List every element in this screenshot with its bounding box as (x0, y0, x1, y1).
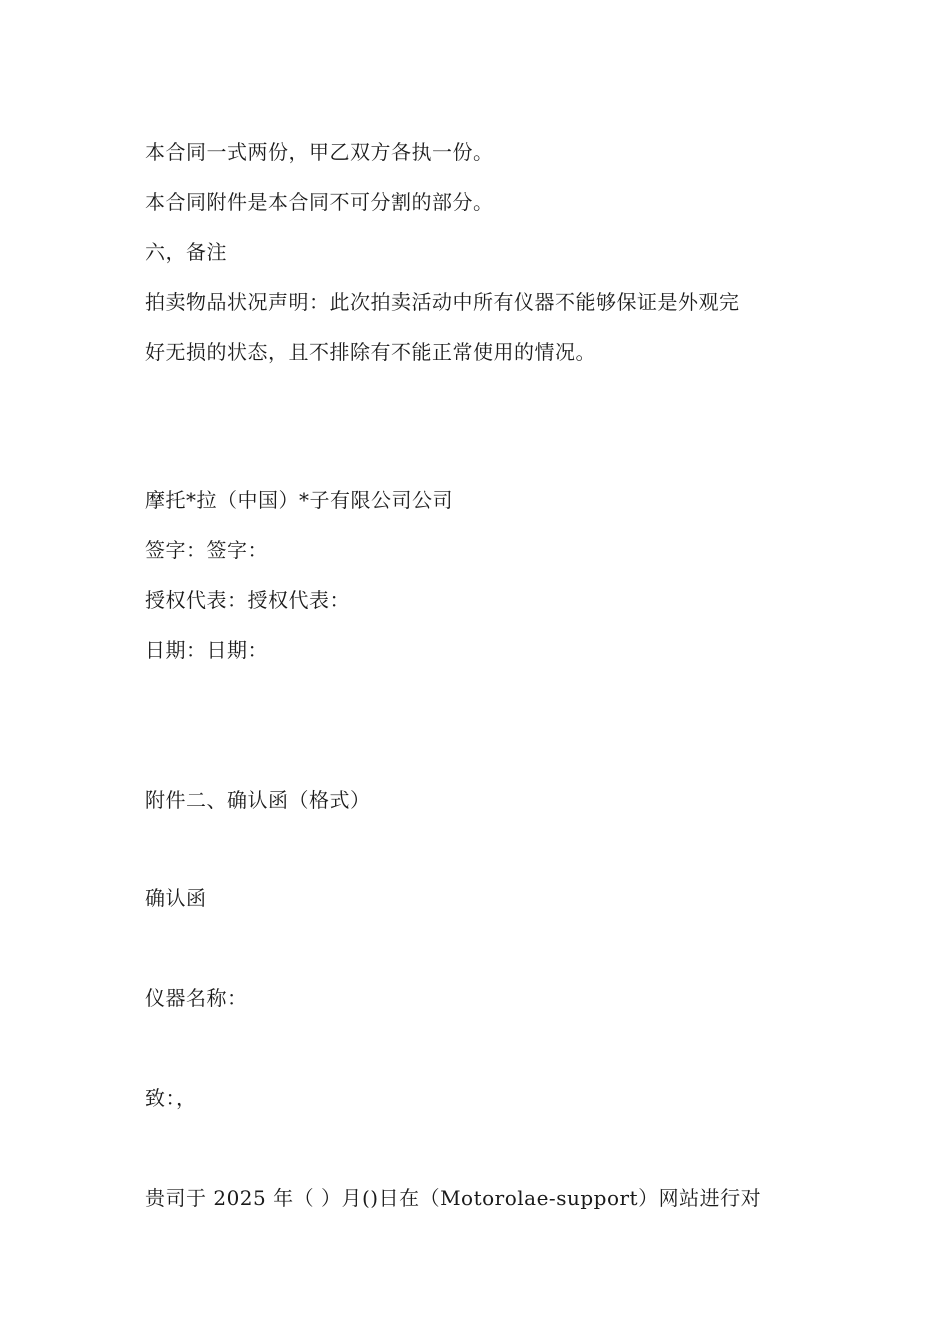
clause-attachments: 本合同附件是本合同不可分割的部分。 (145, 190, 494, 214)
section-heading-remarks: 六，备注 (145, 240, 227, 264)
remarks-line-2: 好无损的状态，且不排除有不能正常使用的情况。 (145, 340, 596, 364)
date-line: 日期：日期： (145, 638, 268, 662)
remarks-line-1: 拍卖物品状况声明：此次拍卖活动中所有仪器不能够保证是外观完 (145, 290, 740, 314)
company-name: 摩托*拉（中国）*子有限公司公司 (145, 488, 453, 512)
authorized-rep-line: 授权代表：授权代表： (145, 588, 350, 612)
addressee-line: 致：， (145, 1086, 197, 1110)
body-paragraph-start: 贵司于 2025 年（ ）月()日在（Motorolae-support）网站进行对 (145, 1186, 762, 1210)
clause-copies: 本合同一式两份，甲乙双方各执一份。 (145, 140, 494, 164)
confirmation-title: 确认函 (145, 886, 207, 910)
attachment-heading: 附件二、确认函（格式） (145, 788, 371, 812)
instrument-name-line: 仪器名称： (145, 986, 248, 1010)
signature-line: 签字：签字： (145, 538, 268, 562)
